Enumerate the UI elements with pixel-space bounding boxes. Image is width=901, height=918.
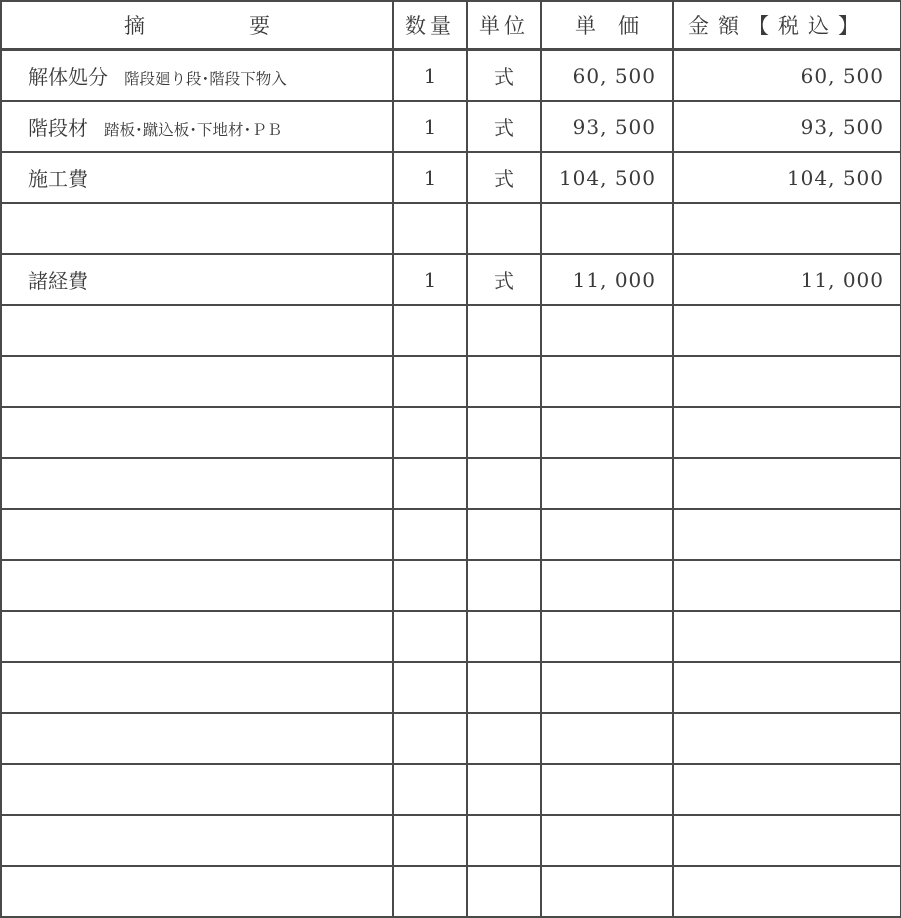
row-quantity	[393, 458, 467, 509]
row-unit	[467, 764, 541, 815]
row-quantity	[393, 203, 467, 254]
row-description	[1, 815, 393, 866]
row-unit	[467, 662, 541, 713]
header-row	[1, 1, 901, 50]
row-quantity	[393, 407, 467, 458]
row-description	[1, 101, 393, 152]
row-unit	[467, 509, 541, 560]
row-unit	[467, 305, 541, 356]
table-body	[1, 50, 901, 918]
row-description	[1, 458, 393, 509]
row-unit-price	[541, 662, 673, 713]
header-amount: 金額【税込】	[673, 1, 901, 50]
row-description	[1, 866, 393, 917]
row-unit	[467, 866, 541, 917]
row-unit	[467, 203, 541, 254]
header-description	[1, 1, 393, 50]
row-quantity	[393, 764, 467, 815]
header-quantity: 数量	[393, 1, 467, 50]
table-row	[1, 254, 901, 305]
row-description	[1, 560, 393, 611]
row-unit-price	[541, 356, 673, 407]
row-description	[1, 611, 393, 662]
table-row	[1, 866, 901, 917]
table-row	[1, 152, 901, 203]
table-row	[1, 203, 901, 254]
row-unit-price	[541, 560, 673, 611]
table-row	[1, 407, 901, 458]
row-unit-price: 104, 500	[541, 152, 673, 203]
row-description	[1, 305, 393, 356]
row-quantity	[393, 713, 467, 764]
row-unit-price	[541, 815, 673, 866]
row-description	[1, 764, 393, 815]
row-description	[1, 152, 393, 203]
row-amount	[673, 509, 901, 560]
row-amount	[673, 764, 901, 815]
row-unit	[467, 356, 541, 407]
row-quantity	[393, 662, 467, 713]
header-description-part1: 摘	[124, 14, 145, 38]
row-description	[1, 713, 393, 764]
row-unit	[467, 458, 541, 509]
row-detail: 階段廻り段･階段下物入	[124, 70, 287, 88]
row-unit-price	[541, 866, 673, 917]
row-description	[1, 509, 393, 560]
table-row	[1, 560, 901, 611]
row-quantity	[393, 509, 467, 560]
table-row	[1, 764, 901, 815]
table-row	[1, 815, 901, 866]
row-unit	[467, 560, 541, 611]
row-detail: 踏板･蹴込板･下地材･ＰＢ	[104, 121, 283, 139]
row-amount: 93, 500	[673, 101, 901, 152]
row-quantity	[393, 815, 467, 866]
row-quantity	[393, 611, 467, 662]
row-amount: 60, 500	[673, 50, 901, 102]
row-amount	[673, 713, 901, 764]
row-amount	[673, 560, 901, 611]
row-description	[1, 356, 393, 407]
row-quantity: 1	[393, 254, 467, 305]
row-amount	[673, 356, 901, 407]
table-row	[1, 50, 901, 102]
row-amount: 104, 500	[673, 152, 901, 203]
row-unit-price	[541, 764, 673, 815]
row-quantity: 1	[393, 101, 467, 152]
row-description	[1, 203, 393, 254]
row-amount	[673, 815, 901, 866]
row-unit: 式	[467, 152, 541, 203]
row-description	[1, 407, 393, 458]
table-row	[1, 662, 901, 713]
header-description-part2: 要	[249, 14, 270, 38]
row-quantity	[393, 356, 467, 407]
table-row	[1, 611, 901, 662]
row-amount	[673, 203, 901, 254]
row-unit	[467, 713, 541, 764]
row-item: 諸経費	[28, 269, 88, 293]
table-row	[1, 305, 901, 356]
row-unit-price: 93, 500	[541, 101, 673, 152]
row-unit: 式	[467, 101, 541, 152]
row-unit: 式	[467, 254, 541, 305]
table-row	[1, 713, 901, 764]
row-unit-price: 11, 000	[541, 254, 673, 305]
row-amount	[673, 407, 901, 458]
row-description	[1, 50, 393, 102]
row-unit-price	[541, 458, 673, 509]
row-unit	[467, 815, 541, 866]
row-unit-price	[541, 509, 673, 560]
row-description	[1, 662, 393, 713]
row-quantity	[393, 560, 467, 611]
row-amount	[673, 611, 901, 662]
row-unit-price	[541, 407, 673, 458]
row-item: 施工費	[28, 167, 88, 191]
row-unit-price	[541, 611, 673, 662]
table-row	[1, 458, 901, 509]
row-unit-price	[541, 713, 673, 764]
row-unit: 式	[467, 50, 541, 102]
row-unit-price	[541, 203, 673, 254]
row-quantity: 1	[393, 50, 467, 102]
row-quantity	[393, 305, 467, 356]
row-unit	[467, 611, 541, 662]
row-quantity	[393, 866, 467, 917]
row-description	[1, 254, 393, 305]
row-item: 階段材	[28, 116, 88, 140]
row-unit	[467, 407, 541, 458]
row-amount	[673, 305, 901, 356]
row-quantity: 1	[393, 152, 467, 203]
row-amount	[673, 662, 901, 713]
row-amount	[673, 458, 901, 509]
row-amount	[673, 866, 901, 917]
table-row	[1, 101, 901, 152]
row-amount: 11, 000	[673, 254, 901, 305]
table-row	[1, 509, 901, 560]
header-unit-price: 単価	[541, 1, 673, 50]
row-unit-price: 60, 500	[541, 50, 673, 102]
table-row	[1, 356, 901, 407]
row-item: 解体処分	[28, 65, 108, 89]
row-unit-price	[541, 305, 673, 356]
header-unit: 単位	[467, 1, 541, 50]
